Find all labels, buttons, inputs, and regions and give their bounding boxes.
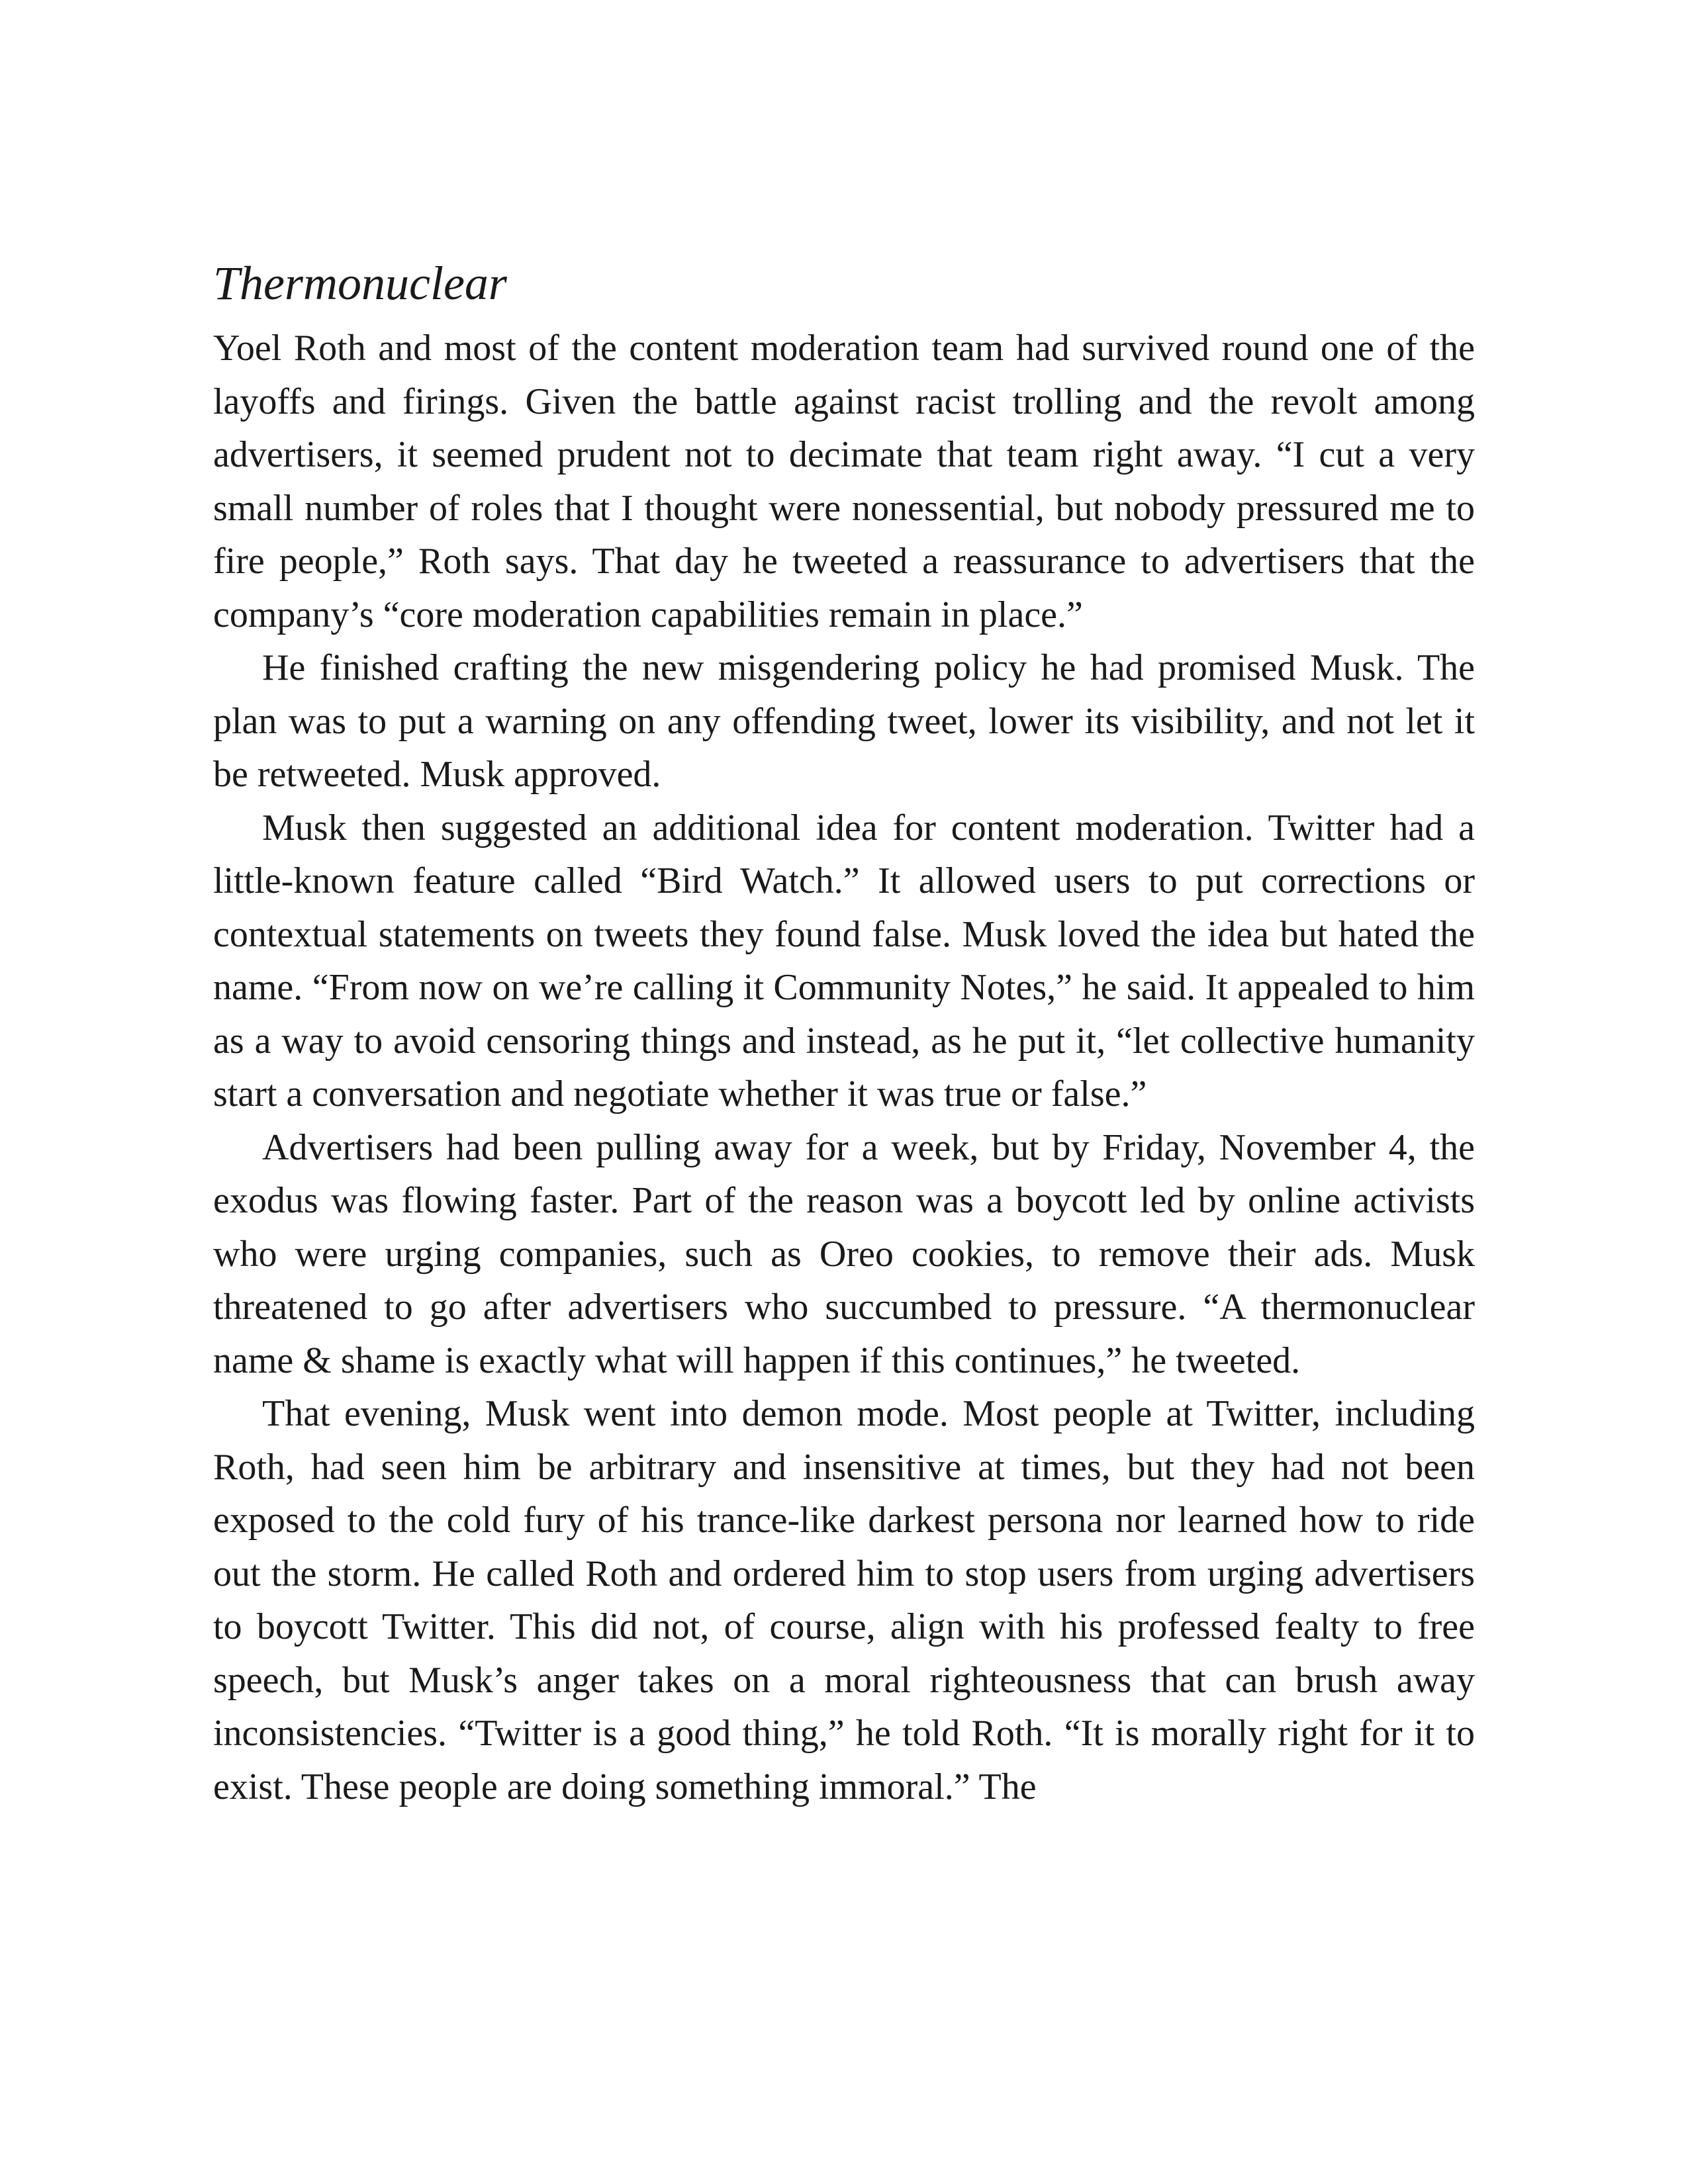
paragraph-3: Musk then suggested an additional idea for content moderation. Twitter had a little-known feature called “Bird Watch.” It allowed users to put corrections or contextual statements on tweets they found false. Musk loved the idea but hated the name. “From now on we’re calling it Community Notes,” he said. It appealed to him as a way to avoid censoring things and instead, as he put it, “let collective humanity start a conversation and negotiate whether it was true or false.” xyxy=(213,807,1475,1115)
paragraph-2: He finished crafting the new misgendering policy he had promised Musk. The plan was to put a warning on any offending tweet, lower its visibility, and not let it be retweeted. Musk approved. xyxy=(213,647,1475,795)
paragraph-5: That evening, Musk went into demon mode. Most people at Twitter, including Roth, had seen him be arbitrary and insensitive at times, but they had not been exposed to the cold fury of his trance-like darkest persona nor learned how to ride out the storm. He called Roth and ordered him to stop users from urging advertisers to boycott Twitter. This did not, of course, align with his professed fealty to free speech, but Musk’s anger takes on a moral righteousness that can brush away inconsistencies. “Twitter is a good thing,” he told Roth. “It is morally right for it to exist. These people are doing something immoral.” The xyxy=(213,1393,1475,1807)
paragraph-4: Advertisers had been pulling away for a week, but by Friday, November 4, the exodus was flowing faster. Part of the reason was a boycott led by online activists who were urging companies, such as Oreo cookies, to remove their ads. Musk threatened to go after advertisers who succumbed to pressure. “A thermonuclear name & shame is exactly what will happen if this continues,” he tweeted. xyxy=(213,1126,1475,1381)
section-heading: Thermonuclear xyxy=(213,257,507,310)
book-page xyxy=(213,251,1475,1813)
paragraph-1: Yoel Roth and most of the content moderation team had survived round one of the layoffs and firings. Given the battle against racist trolling and the revolt among advertisers, it seemed prudent not to decimate that team right away. “I cut a very small number of roles that I thought were nonessential, but nobody pressured me to fire people,” Roth says. That day he tweeted a reassurance to advertisers that the company’s “core moderation capabilities remain in place.” xyxy=(213,328,1475,635)
